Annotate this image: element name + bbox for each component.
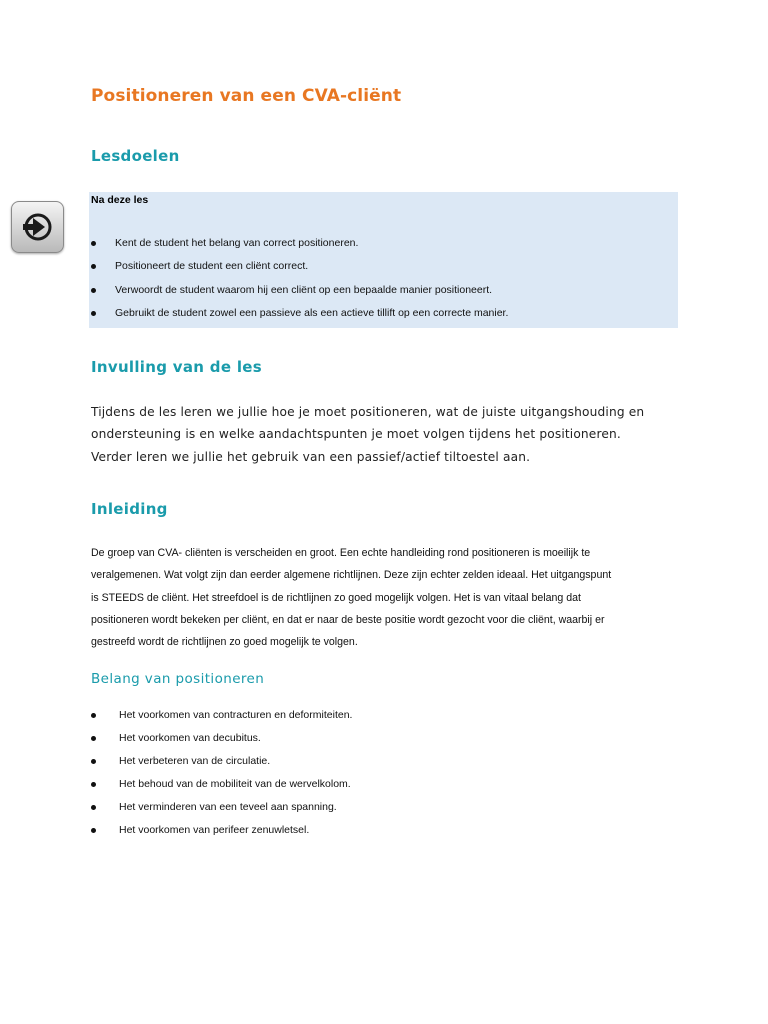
list-item-text: Positioneert de student een cliënt correct. — [115, 260, 309, 273]
play-circle-icon — [12, 202, 63, 252]
paragraph-line: positioneren wordt bekeken per cliënt, en dat er naar de beste positie wordt gezocht voor die cliënt, waarbij er — [91, 613, 605, 626]
list-item-text: Het voorkomen van decubitus. — [119, 732, 261, 745]
invulling-paragraph — [91, 401, 691, 468]
learning-goals-box — [89, 192, 678, 328]
goals-list — [89, 237, 508, 330]
list-item — [89, 307, 508, 330]
bullet-icon — [91, 736, 96, 741]
section-heading-invulling: Invulling van de les — [91, 358, 262, 376]
paragraph-line: ondersteuning is en welke aandachtspunten je moet volgen tijdens het positioneren. — [91, 427, 621, 442]
page-title: Positioneren van een CVA-cliënt — [91, 86, 402, 106]
bullet-icon — [91, 828, 96, 833]
list-item-text: Verwoordt de student waarom hij een cliënt op een bepaalde manier positioneert. — [115, 283, 493, 296]
list-item-text: Het voorkomen van perifeer zenuwletsel. — [119, 824, 310, 837]
list-item — [89, 260, 508, 283]
section-heading-belang: Belang van positioneren — [91, 671, 265, 687]
play-circle-button[interactable] — [11, 201, 64, 253]
belang-list — [89, 709, 352, 848]
section-heading-lesdoelen: Lesdoelen — [91, 147, 180, 165]
bullet-icon — [91, 759, 96, 764]
section-heading-inleiding: Inleiding — [91, 500, 168, 518]
paragraph-line: gestreefd wordt de richtlijnen zo goed mogelijk te volgen. — [91, 636, 358, 649]
list-item-text: Kent de student het belang van correct positioneren. — [115, 237, 359, 249]
paragraph-line: Tijdens de les leren we jullie hoe je moet positioneren, wat de juiste uitgangshouding en — [91, 405, 645, 419]
bullet-icon — [91, 311, 96, 316]
bullet-icon — [91, 241, 96, 246]
bullet-icon — [91, 264, 96, 269]
list-item-text: Het verbeteren van de circulatie. — [119, 755, 271, 768]
paragraph-line: veralgemenen. Wat volgt zijn dan eerder algemene richtlijnen. Deze zijn echter zelden ideaal. Het uitgangspunt — [91, 569, 612, 582]
bullet-icon — [91, 805, 96, 810]
list-item-text: Gebruikt de student zowel een passieve als een actieve tillift op een correcte manier. — [115, 306, 509, 319]
list-item-text: Het voorkomen van contracturen en deformiteiten. — [119, 709, 353, 721]
list-item — [89, 824, 352, 847]
paragraph-line: De groep van CVA- cliënten is verscheiden en groot. Een echte handleiding rond positioneren is moeilijk te — [91, 547, 591, 559]
bullet-icon — [91, 713, 96, 718]
list-item-text: Het verminderen van een teveel aan spanning. — [119, 801, 337, 814]
bullet-icon — [91, 782, 96, 787]
list-item — [89, 237, 508, 260]
list-item — [89, 732, 352, 755]
paragraph-line: is STEEDS de cliënt. Het streefdoel is de richtlijnen zo goed mogelijk volgen. Het is van vitaal belang dat — [91, 591, 581, 604]
list-item — [89, 755, 352, 778]
list-item — [89, 709, 352, 732]
list-item — [89, 778, 352, 801]
goals-intro: Na deze les — [91, 194, 149, 206]
list-item — [89, 284, 508, 307]
bullet-icon — [91, 288, 96, 293]
list-item-text: Het behoud van de mobiliteit van de wervelkolom. — [119, 778, 351, 791]
list-item — [89, 801, 352, 824]
paragraph-line: Verder leren we jullie het gebruik van een passief/actief tiltoestel aan. — [91, 449, 531, 464]
inleiding-paragraph — [91, 542, 691, 653]
